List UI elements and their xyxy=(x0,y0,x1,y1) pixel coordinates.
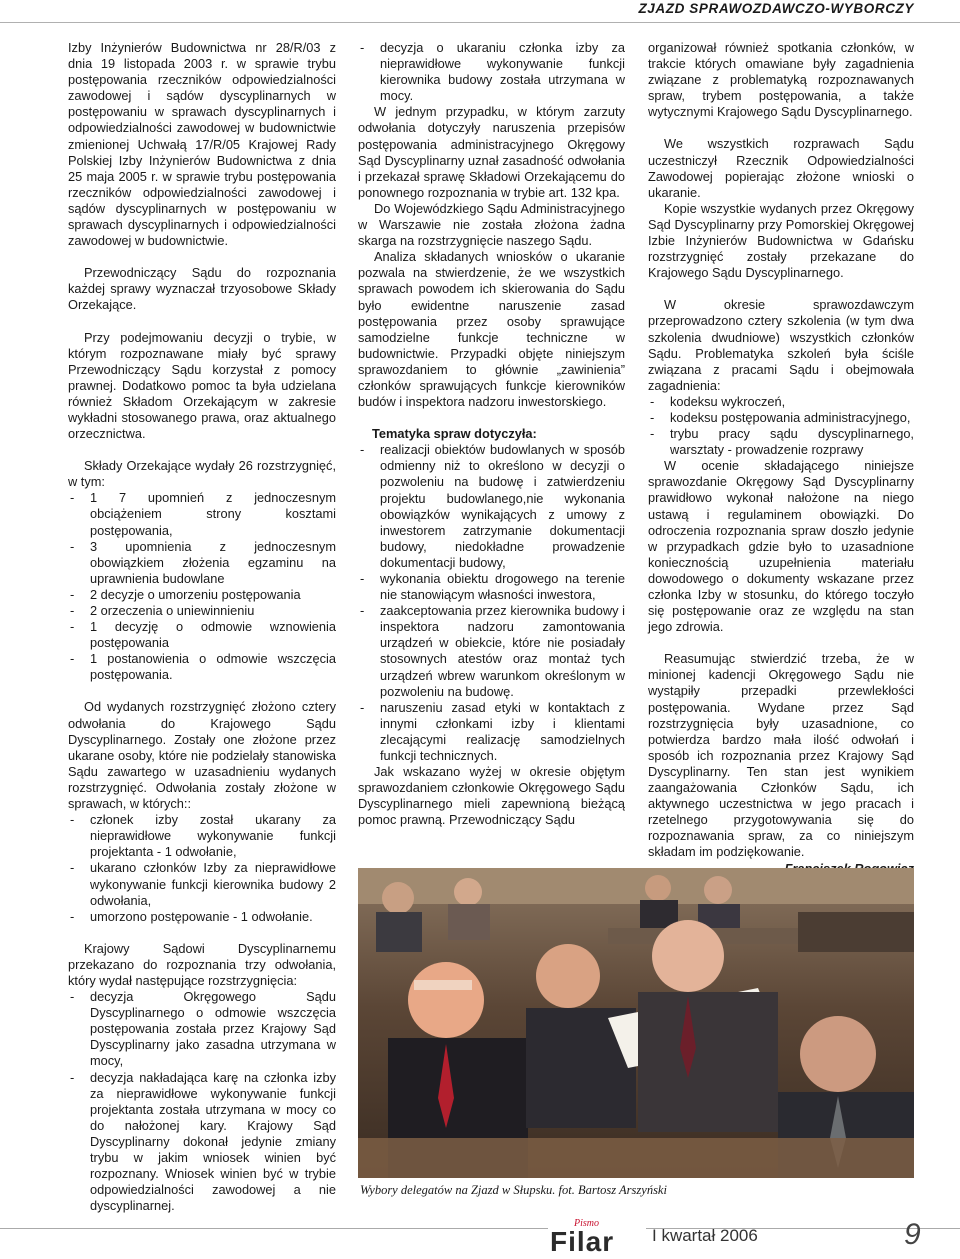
paragraph: W jednym przypadku, w którym zarzuty odwołania dotyczyły naruszenia przepisów postępowania administracyjnego Okręgowy Sąd Dyscyplinarny uznał zasadność odwołania i przekazał sprawę Składowi Orzekającemu do ponownego rozpoznania w trybie art. 132 kpa. xyxy=(358,104,625,200)
paragraph: W ocenie składającego niniejsze sprawozdanie Okręgowy Sąd Dyscyplinarny prawidłowo wykonał nałożone na niego ustawą i regulaminem obowiązki. Do odroczenia rozpoznania spraw doszło jedynie w przypadkach gdzie było to uzasadnione koniecznością uzupełnienia materiału dowodowego o dokumenty wskazane przez członka Izby w stosunku, do którego toczyło się postępowanie oraz ze względu na stan jego zdrowia. xyxy=(648,458,914,635)
paragraph: Kopie wszystkie wydanych przez Okręgowy Sąd Dyscyplinarny przy Pomorskiej Okręgowej Izbie Inżynierów Budownictwa w Gdańsku rozstrzygnięć zostały przekazane do Krajowego Sądu Dyscyplinarnego. xyxy=(648,200,914,281)
paragraph: W okresie sprawozdawczym przeprowadzono cztery szkolenia (w tym dwa szkolenia dwudniowe) wszystkich członków Sądu. Problematyka szkoleń była ściśle związana z pracami Sądu i obejmowała zagadnienia: xyxy=(648,297,914,393)
list-item: - kodeksu wykroczeń, xyxy=(648,394,914,410)
paragraph: Składy Orzekające wydały 26 rozstrzygnięć, w tym: xyxy=(68,458,336,490)
topics-list xyxy=(358,442,625,764)
section-title: ZJAZD SPRAWOZDAWCZO-WYBORCZY xyxy=(638,1,914,16)
paragraph: Przy podejmowaniu decyzji o trybie, w którym rozpoznawane miały być sprawy Przewodniczący Sądu korzystał z pomocy prawnej. Dodatkowo pomoc ta była udzielana również Składom Orzekającym w zakresie wykładni stosowanego prawa, oraz aktualnego orzecznictwa. xyxy=(68,329,336,442)
paragraph: Do Wojewódzkiego Sądu Administracyjnego w Warszawie nie została złożona żadna skarga na rozstrzygnięcie naszego Sądu. xyxy=(358,200,625,249)
photo-caption: Wybory delegatów na Zjazd w Słupsku. fot. Bartosz Arszyński xyxy=(360,1183,667,1197)
paragraph: Analiza składanych wniosków o ukaranie pozwala na stwierdzenie, że we wszystkich sprawach powodem ich skierowania do Sądu było ewidentne naruszenie zasad postępowania przez osoby sprawujące samodzielne funkcje techniczne w budownictwie. Przypadki objęte niniejszym sprawozdaniem to głównie „zawinienia” członków sprawujących funkcje kierowników budów i inspektora nadzoru inwestorskiego. xyxy=(358,249,625,410)
list-item: - 2 decyzje o umorzeniu postępowania xyxy=(68,587,336,603)
list-item: - kodeksu postępowania administracyjnego, xyxy=(648,410,914,426)
svg-text:Filar: Filar xyxy=(550,1226,615,1254)
list-item: - umorzono postępowanie - 1 odwołanie. xyxy=(68,909,336,925)
paragraph: Przewodniczący Sądu do rozpoznania każdej sprawy wyznaczał trzyosobowe Składy Orzekające. xyxy=(68,265,336,313)
paragraph: Krajowy Sądowi Dyscyplinarnemu przekazano do rozpoznania trzy odwołania, który wydał następujące rozstrzygnięcia: xyxy=(68,940,336,988)
text-column-2 xyxy=(358,40,625,829)
paragraph: Od wydanych rozstrzygnięć złożono cztery odwołania do Krajowego Sądu Dyscyplinarnego. Zostały one złożone przez ukarane osoby, które nie podzielały stanowiska Sądu zawartego w uzasadnieniu wydanych rozstrzygnięć. Odwołania zostały złożone w sprawach, w których:: xyxy=(68,699,336,812)
paragraph: Jak wskazano wyżej w okresie objętym sprawozdaniem członkowie Okręgowego Sądu Dyscyplinarnego mieli zapewnioną bieżącą pomoc prawną. Przewodniczący Sądu xyxy=(358,764,625,828)
list-item: - 2 orzeczenia o uniewinnieniu xyxy=(68,603,336,619)
list-item: - decyzja nakładająca karę na członka izby za nieprawidłowe wykonywanie funkcji projektanta została utrzymana w mocy co do nałożonej kary. Krajowy Sąd Dyscyplinarny dokonał jedynie zmiany trybu w jakim wniosek winien być rozpoznany. Wniosek winien być w trybie odpowiedzialności zawodowej a nie dyscyplinarnej. xyxy=(68,1070,336,1215)
rulings-list xyxy=(68,490,336,683)
list-item: - decyzja o ukaraniu członka izby za nieprawidłowe wykonywanie funkcji kierownika budowy została utrzymana w mocy. xyxy=(358,40,625,104)
text-column-3 xyxy=(648,40,914,909)
paragraph: organizował również spotkania członków, w trakcie których omawiane były zagadnienia związane z problematyką rozpoznawanych spraw, trybem postępowania, a także wytycznymi Krajowego Sądu Dyscyplinarnego. xyxy=(648,40,914,120)
magazine-logo xyxy=(548,1216,646,1254)
page-number: 9 xyxy=(904,1218,921,1251)
list-item: - ukarano członków Izby za nieprawidłowe wykonywanie funkcji kierownika budowy 2 odwołania, xyxy=(68,860,336,908)
list-item: - naruszeniu zasad etyki w kontaktach z innymi członkami izby i klientami zlecającymi realizację samodzielnych funkcji technicznych. xyxy=(358,700,625,764)
appeals-list xyxy=(68,812,336,925)
page-footer xyxy=(0,1210,960,1257)
list-item: - 1 postanowienia o odmowie wszczęcia postępowania. xyxy=(68,651,336,683)
paragraph: We wszystkich rozprawach Sądu uczestniczył Rzecznik Odpowiedzialności Zawodowej popierając złożone wnioski o ukaranie. xyxy=(648,136,914,200)
list-item: - 1 decyzję o odmowie wznowienia postępowania xyxy=(68,619,336,651)
footer-rule xyxy=(0,1228,960,1229)
svg-text:Pismo: Pismo xyxy=(574,1218,599,1229)
training-list xyxy=(648,394,914,458)
subheading: Tematyka spraw dotyczyła: xyxy=(372,426,537,442)
list-item: - członek izby został ukarany za nieprawidłowe wykonywanie funkcji projektanta - 1 odwołanie, xyxy=(68,812,336,860)
list-item: - 3 upomnienia z jednoczesnym obowiązkiem złożenia egzaminu na uprawnienia budowlane xyxy=(68,539,336,587)
paragraph: Izby Inżynierów Budownictwa nr 28/R/03 z dnia 19 listopada 2003 r. w sprawie trybu postępowania rzeczników odpowiedzialności zawodowej i sądów dyscyplinarnych w postępowaniu w sprawach dyscyplinarnych i odpowiedzialności zawodowej w budownictwie zmienionej Uchwałą 17/R/05 Krajowej Rady Polskiej Izby Inżynierów Budownictwa z dnia 25 maja 2005 r. w sprawie trybu postępowania rzeczników odpowiedzialności zawodowej i sądów dyscyplinarnych w postępowaniu w sprawach dyscyplinarnych i odpowiedzialności zawodowej w budownictwie. xyxy=(68,40,336,249)
list-item: - decyzja Okręgowego Sądu Dyscyplinarnego o odmowie wszczęcia postępowania została przez Krajowy Sąd Dyscyplinarny jako zasadna utrzymana w mocy, xyxy=(68,989,336,1069)
list-item: - zaakceptowania przez kierownika budowy i inspektora nadzoru zamontowania urządzeń w obiekcie, które nie posiadały stosownych atestów oraz montaż tych urządzeń wbrew warunkom określonym w pozwoleniu na budowę. xyxy=(358,603,625,700)
list-item: - trybu pracy sądu dyscyplinarnego, warsztaty - prowadzenie rozprawy xyxy=(648,426,914,458)
list-item: - 1 7 upomnień z jednoczesnym obciążeniem strony kosztami postępowania, xyxy=(68,490,336,538)
paragraph: Reasumując stwierdzić trzeba, że w minionej kadencji Okręgowego Sądu nie wystąpiły przepadki przewlekłości postępowania. Wydane przez Sąd rozstrzygnięcia były uzasadnione, co potwierdza bardzo mała ilość odwołań i sposób ich rozpoznania przez Krajowy Sąd Dyscyplinarny. Ten stan jest wynikiem zaangażowania Członków Sądu, ich aktywnego uczestnictwa w jego pracach i rzetelnego przygotowywania się do rozpoznawania spraw, za co niniejszym składam im podziękowanie. xyxy=(648,651,914,860)
national-court-list xyxy=(68,989,336,1214)
list-item: - realizacji obiektów budowlanych w sposób odmienny niż to określono w decyzji o pozwoleniu na budowę i zatwierdzeniu projektu budowlanego,nie wykonania obowiązków wynikających z umowy z inwestorem zatrzymanie dokumentacji budowy, niedokładne prowadzenie dokumentacji budowy, xyxy=(358,442,625,571)
meeting-photo xyxy=(358,868,914,1178)
issue-label: I kwartał 2006 xyxy=(652,1226,758,1245)
list-item: - wykonania obiektu drogowego na terenie nie stanowiącym własności inwestora, xyxy=(358,571,625,603)
continued-list xyxy=(358,40,625,104)
text-column-1 xyxy=(68,40,336,1214)
